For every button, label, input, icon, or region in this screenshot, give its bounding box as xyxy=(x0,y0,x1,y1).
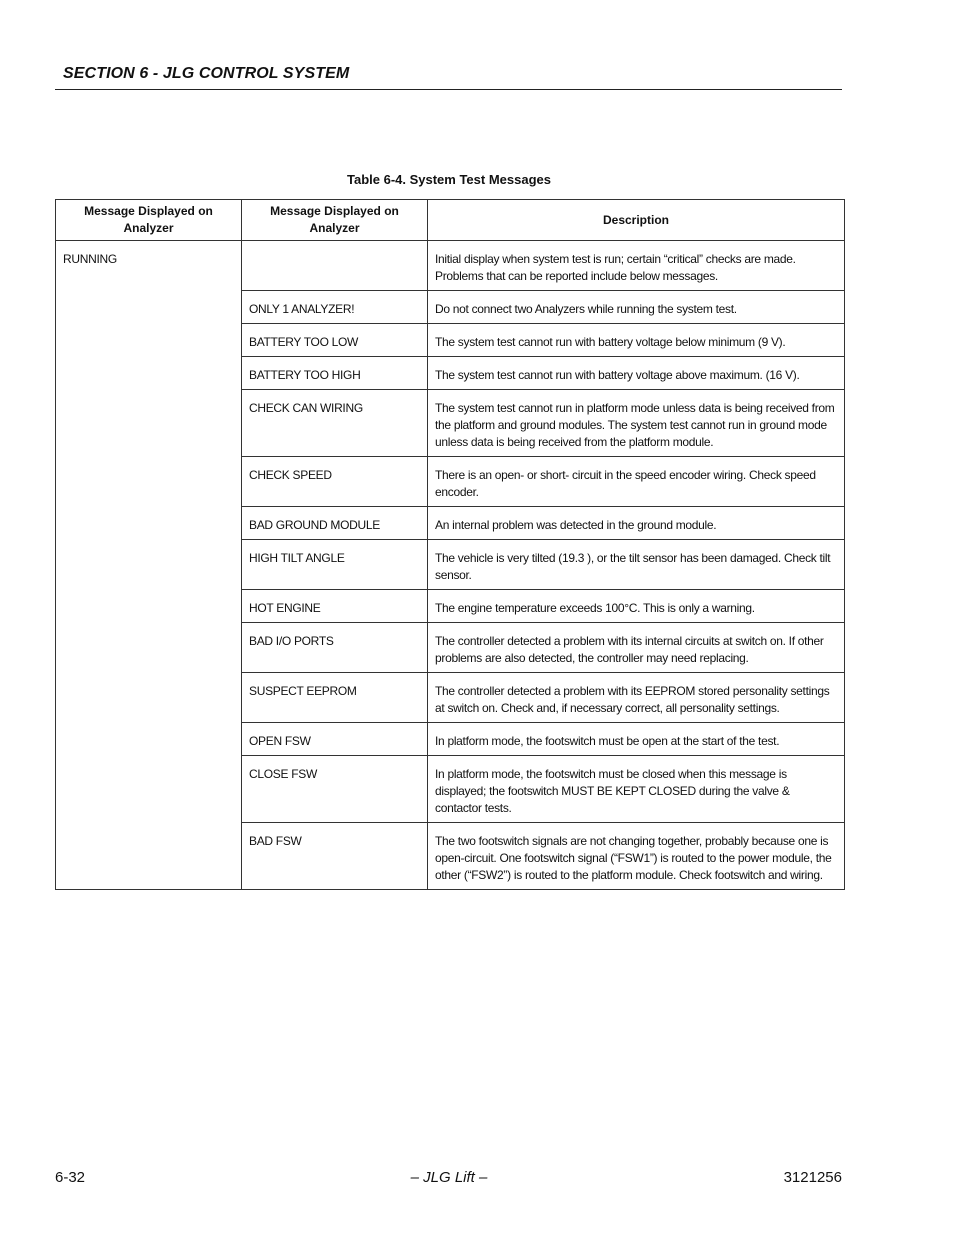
message-cell xyxy=(242,241,428,291)
message-cell: HOT ENGINE xyxy=(242,590,428,623)
message-cell: BAD GROUND MODULE xyxy=(242,507,428,540)
message-cell: OPEN FSW xyxy=(242,723,428,756)
page-number: 6-32 xyxy=(55,1169,86,1186)
description-cell: The vehicle is very tilted (19.3 ), or the tilt sensor has been damaged. Check tilt sensor. xyxy=(428,540,845,590)
message-cell: BAD FSW xyxy=(242,823,428,890)
description-cell: There is an open- or short- circuit in the speed encoder wiring. Check speed encoder. xyxy=(428,457,845,507)
column-header-description: Description xyxy=(428,200,845,241)
header-divider xyxy=(55,89,842,90)
group-label-running: RUNNING xyxy=(56,241,242,890)
description-cell: In platform mode, the footswitch must be open at the start of the test. xyxy=(428,723,845,756)
message-cell: BAD I/O PORTS xyxy=(242,623,428,673)
description-cell: The two footswitch signals are not changing together, probably because one is open-circuit. One footswitch signal (“FSW1”) is routed to the power module, the other (“FSW2”) is routed to the platform module. Check footswitch and wiring. xyxy=(428,823,845,890)
description-cell: Initial display when system test is run; certain “critical” checks are made. Problems that can be reported include below messages. xyxy=(428,241,845,291)
description-cell: In platform mode, the footswitch must be closed when this message is displayed; the footswitch MUST BE KEPT CLOSED during the valve & contactor tests. xyxy=(428,756,845,823)
description-cell: The controller detected a problem with its internal circuits at switch on. If other problems are also detected, the controller may need replacing. xyxy=(428,623,845,673)
table-title: Table 6-4. System Test Messages xyxy=(346,172,551,187)
section-header: SECTION 6 - JLG CONTROL SYSTEM xyxy=(63,65,350,82)
message-cell: CHECK CAN WIRING xyxy=(242,390,428,457)
message-cell: HIGH TILT ANGLE xyxy=(242,540,428,590)
document-number: 3121256 xyxy=(783,1169,842,1186)
column-header-message-2: Message Displayed on Analyzer xyxy=(242,200,428,241)
table-row xyxy=(56,241,845,291)
message-cell: BATTERY TOO LOW xyxy=(242,324,428,357)
message-cell: BATTERY TOO HIGH xyxy=(242,357,428,390)
description-cell: Do not connect two Analyzers while running the system test. xyxy=(428,291,845,324)
message-cell: ONLY 1 ANALYZER! xyxy=(242,291,428,324)
message-cell: CLOSE FSW xyxy=(242,756,428,823)
description-cell: The controller detected a problem with its EEPROM stored personality settings at switch on. Check and, if necessary correct, all personality settings. xyxy=(428,673,845,723)
footer-publisher: – JLG Lift – xyxy=(410,1169,488,1186)
table-body xyxy=(56,241,845,890)
system-test-messages-table xyxy=(55,199,845,890)
description-cell: The system test cannot run with battery voltage below minimum (9 V). xyxy=(428,324,845,357)
description-cell: The system test cannot run in platform mode unless data is being received from the platform and ground modules. The system test cannot run in ground mode unless data is being received from the platform module. xyxy=(428,390,845,457)
column-header-message-1: Message Displayed on Analyzer xyxy=(56,200,242,241)
table-header-row xyxy=(56,200,845,241)
description-cell: The system test cannot run with battery voltage above maximum. (16 V). xyxy=(428,357,845,390)
message-cell: CHECK SPEED xyxy=(242,457,428,507)
message-cell: SUSPECT EEPROM xyxy=(242,673,428,723)
description-cell: The engine temperature exceeds 100°C. This is only a warning. xyxy=(428,590,845,623)
description-cell: An internal problem was detected in the ground module. xyxy=(428,507,845,540)
